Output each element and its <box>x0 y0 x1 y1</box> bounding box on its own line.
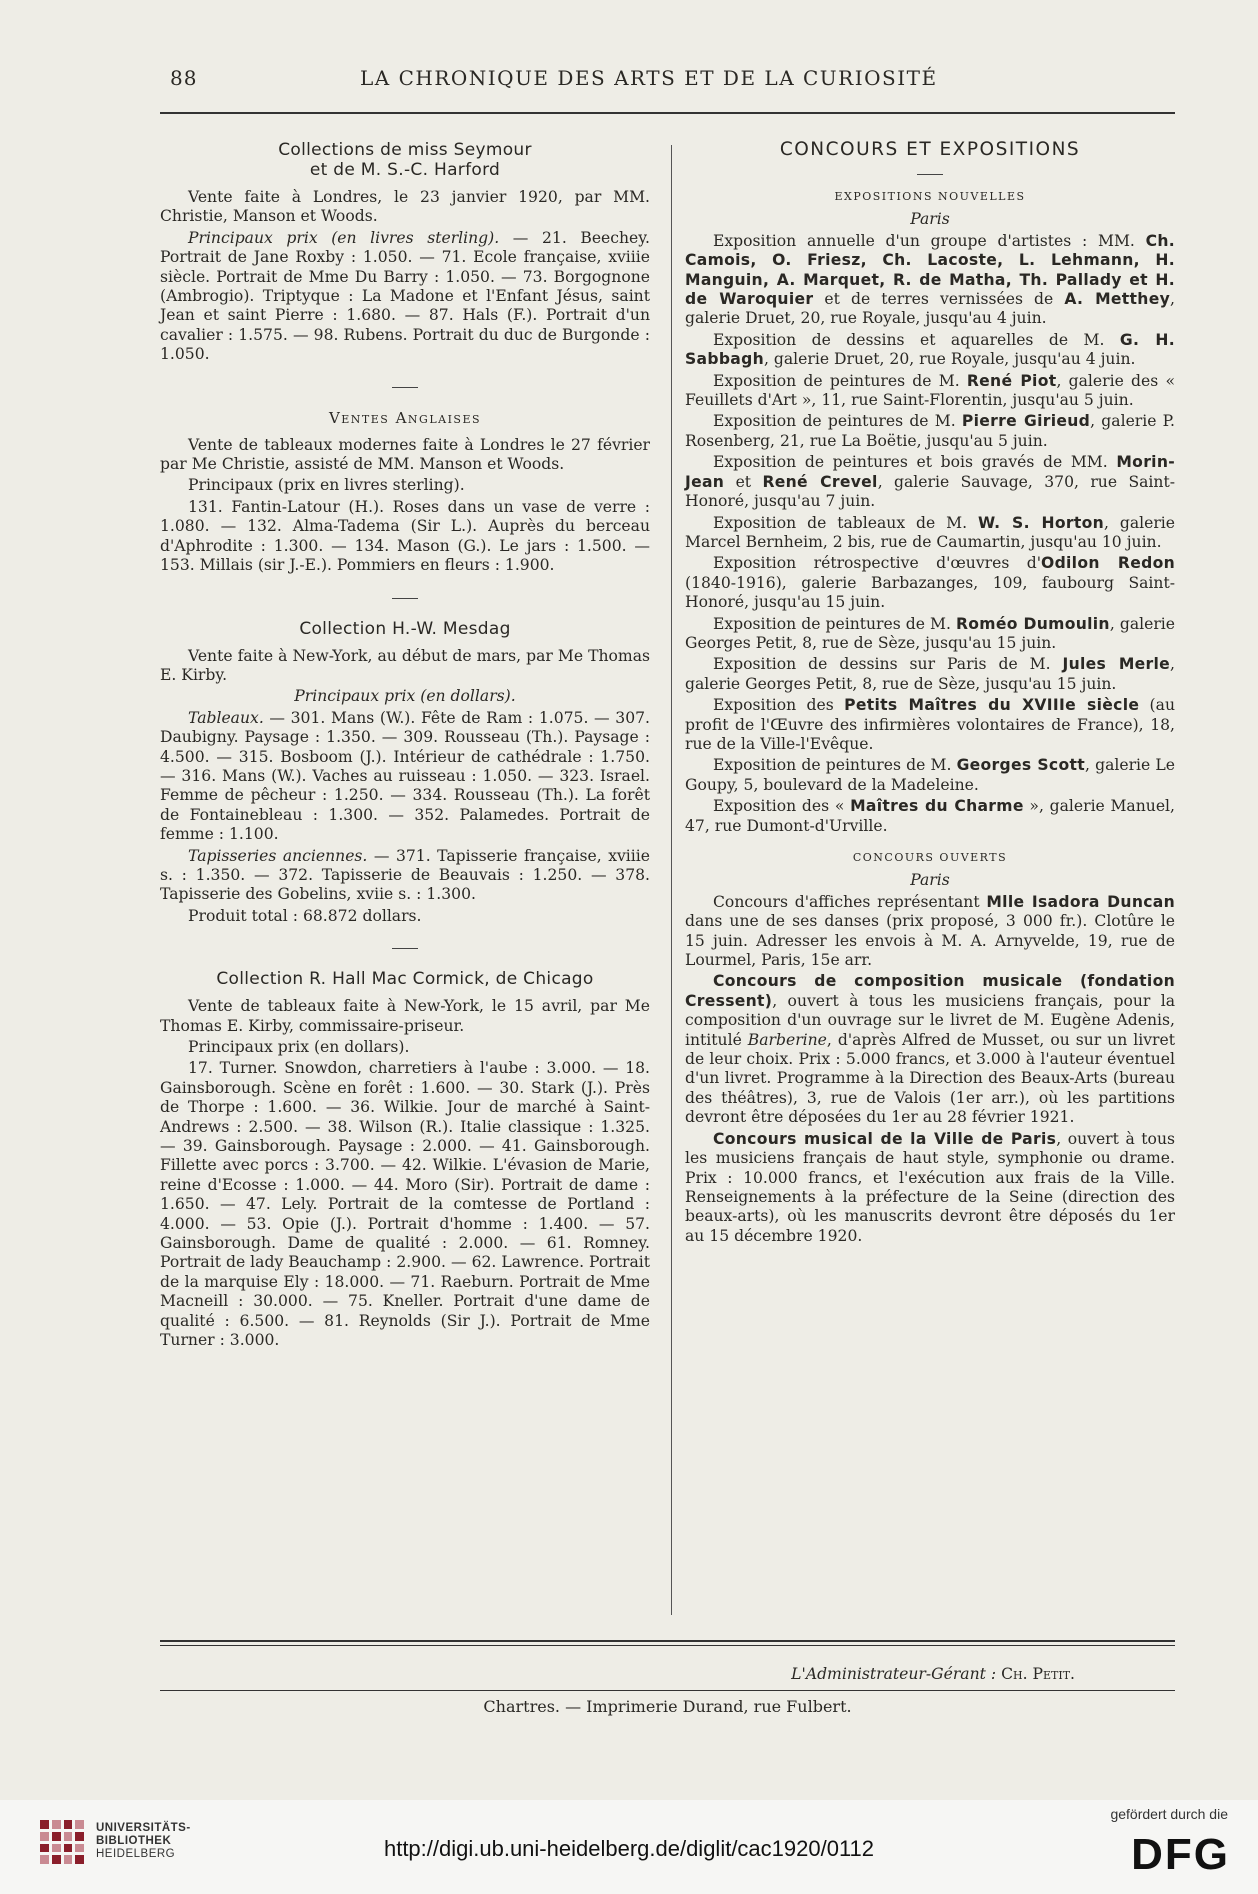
expo-horton <box>685 514 1175 553</box>
expo-text: Exposition des « <box>713 797 851 816</box>
mesdag-total: Produit total : 68.872 dollars. <box>188 906 422 925</box>
ventes-anglaises-title: Ventes Anglaises <box>328 408 482 427</box>
closing-rules <box>160 1640 1175 1646</box>
expo-text: et <box>724 472 763 491</box>
seymour-title <box>160 140 650 180</box>
mesdag-title: Collection H.-W. Mesdag <box>299 618 511 639</box>
expo-artist: Petits Maîtres du XVIIIe siècle <box>844 696 1140 715</box>
expo-text: , galerie Druet, 20, rue Royale, jusqu'au 4 juin. <box>685 290 1176 328</box>
journal-title: LA CHRONIQUE DES ARTS ET DE LA CURIOSITÉ <box>360 66 938 90</box>
maccormick-prices: 17. Turner. Snowdon, charretiers à l'aube : 3.000. — 18. Gainsborough. Scène en forêt : 1.600. — 30. Stark (J.). Près de Thorpe : 1.600. — 36. Wilkie. Jour de marché à Saint-Andrews : 2.500. — 38. Wilson (R.). Italie classique : 1.325. — 39. Gainsborough. Paysage : 2.000. — 41. Gainsborough. Fillette avec porcs : 3.700. — 42. Wilkie. L'évasion de Marie, reine d'Ecosse : 1.000. — 44. Moro (Sir). Portrait de dame : 1.650. — 47. Lely. Portrait de la comtesse de Portland : 4.000. — 53. Opie (J.). Portrait d'homme : 1.400. — 57. Gainsborough. Dame de qualité : 2.000. — 61. Romney. Portrait de lady Beauchamp : 2.900. — 62. Lawrence. Portrait de la marquise Ely : 18.000. — 71. Raeburn. Portrait de Mme Macneill : 30.000. — 75. Kneller. Portrait d'une dame de qualité : 6.500. — 81. Reynolds (Sir J.). Portrait de Mme Turner : 3.000. <box>160 1059 650 1350</box>
expositions-heading: EXPOSITIONS NOUVELLES <box>834 190 1026 203</box>
admin-label: L'Administrateur-Gérant : <box>791 1665 1002 1683</box>
uni-line3: HEIDELBERG <box>96 1848 176 1860</box>
maccormick-title: Collection R. Hall Mac Cormick, de Chicago <box>216 969 594 990</box>
expo-text: Exposition de tableaux de M. <box>713 513 978 532</box>
anglaises-sale: Vente de tableaux modernes faite à Londres le 27 février par Me Christie, assisté de MM. Manson et Woods. <box>160 435 650 474</box>
expo-girieud <box>685 412 1175 451</box>
dfg-note: gefördert durch die <box>1110 1806 1228 1822</box>
dfg-logo: DFG <box>1131 1830 1230 1879</box>
expo-artist: Roméo Dumoulin <box>955 614 1110 633</box>
expo-artist: G. H. Sabbagh <box>685 330 1175 369</box>
expo-artist: Pierre Girieud <box>961 412 1091 431</box>
concours-text: , ouvert à tous les musiciens français, pour la composition d'un ouvrage sur le livret de M. Eugène Adenis, intitulé <box>685 991 1175 1049</box>
concours-heading: CONCOURS OUVERTS <box>852 851 1008 864</box>
expo-text: , galerie Sauvage, 370, rue Saint-Honoré, jusqu'au 7 juin. <box>685 472 1175 511</box>
seymour-title-line1: Collections de miss Seymour <box>278 140 532 160</box>
concours-text: Concours d'affiches représentant <box>713 892 987 911</box>
expo-text: , galerie Marcel Bernheim, 2 bis, rue de Caumartin, jusqu'au 10 juin. <box>685 513 1176 551</box>
concours-subject: Mlle Isadora Duncan <box>986 892 1175 911</box>
expo-text: , galerie Le Goupy, 5, boulevard de la Madeleine. <box>685 756 1175 794</box>
paris-subheading: Paris <box>910 871 950 890</box>
expo-text: Exposition de dessins sur Paris de M. <box>713 655 1063 674</box>
page-number: 88 <box>170 66 198 90</box>
header-rule <box>160 112 1175 114</box>
expo-text: (1840-1916), galerie Barbazanges, 109, faubourg Saint-Honoré, jusqu'au 15 juin. <box>685 573 1175 612</box>
expo-text: Exposition des <box>713 696 845 715</box>
expo-sabbagh <box>685 331 1175 370</box>
concours-text: , d'après Alfred de Musset, ou sur un livret de leur choix. Prix : 5.000 francs, et 3.000 à l'auteur éventuel d'un livret. Programme à la Direction des Beaux-Arts (bureau des théâtres), 3, rue de Valois (1er arr.), où les partitions devront être déposées du 1er au 28 février 1921. <box>685 1030 1175 1127</box>
closing-rule-thin <box>160 1645 1175 1646</box>
expo-artist: Morin-Jean <box>685 453 1175 491</box>
seymour-prices <box>160 229 650 365</box>
mesdag-tapisseries <box>160 847 650 905</box>
uni-line2: BIBLIOTHEK <box>96 1835 172 1847</box>
column-rule <box>671 145 672 1615</box>
expo-morin-crevel <box>685 453 1175 511</box>
mesdag-subtitle: Principaux prix (en dollars). <box>294 687 516 706</box>
expo-artist: René Piot <box>966 371 1057 390</box>
mesdag-tableaux <box>160 709 650 845</box>
expo-text: Exposition rétrospective d'œuvres d' <box>713 554 1042 573</box>
admin-rule <box>160 1690 1175 1691</box>
expo-artist: W. S. Horton <box>977 513 1104 532</box>
expo-text: , galerie des « Feuillets d'Art », 11, rue Saint-Florentin, jusqu'au 5 juin. <box>685 371 1175 410</box>
mesdag-tapisseries-text: — 371. Tapisserie française, xviiie s. : 1.350. — 372. Tapisserie de Beauvais : 1.250. — 378. Tapisserie des Gobelins, xviie s. : 1.300. <box>160 846 650 904</box>
mesdag-tapisseries-label: Tapisseries anciennes. <box>188 846 368 865</box>
seymour-prices-label: Principaux prix (en livres sterling). <box>188 228 500 247</box>
expo-redon <box>685 554 1175 612</box>
left-column <box>160 140 650 1351</box>
maccormick-label: Principaux prix (en dollars). <box>188 1038 410 1056</box>
administrator-line <box>160 1665 1075 1683</box>
concours-cressent <box>685 972 1175 1127</box>
concours-text: dans une de ses danses (prix proposé, 3 000 fr.). Clotûre le 15 juin. Adresser les envois à M. A. Arnyvelde, 19, rue de Lourmel, Paris, 15e arr. <box>685 912 1175 970</box>
divider <box>392 387 418 388</box>
expo-text: Exposition de peintures et bois gravés de MM. <box>713 453 1117 472</box>
expo-text: , galerie P. Rosenberg, 21, rue La Boëtie, jusqu'au 5 juin. <box>685 412 1175 450</box>
expo-artist: Odilon Redon <box>1041 554 1175 573</box>
concours-work: Barberine <box>747 1030 827 1049</box>
expo-text: et de terres vernissées de <box>813 290 1065 309</box>
digitization-footer <box>0 1800 1258 1894</box>
printer-line: Chartres. — Imprimerie Durand, rue Fulbert. <box>483 1697 852 1716</box>
expo-dumoulin <box>685 615 1175 654</box>
mesdag-sale: Vente faite à New-York, au début de mars, par Me Thomas E. Kirby. <box>160 646 650 684</box>
seymour-title-line2: et de M. S.-C. Harford <box>309 160 501 180</box>
expo-text: , galerie Georges Petit, 8, rue de Sèze, jusqu'au 15 juin. <box>685 655 1176 693</box>
right-column <box>685 140 1175 1246</box>
expo-text: Exposition annuelle d'un groupe d'artistes : MM. <box>713 231 1146 250</box>
divider <box>917 174 943 175</box>
closing-rule-thick <box>160 1640 1175 1642</box>
divider <box>392 598 418 599</box>
divider <box>392 948 418 949</box>
maccormick-sale: Vente de tableaux faite à New-York, le 15 avril, par Me Thomas E. Kirby, commissaire-priseur. <box>160 997 650 1035</box>
expo-charme <box>685 797 1175 836</box>
concours-ville-paris <box>685 1130 1175 1246</box>
expo-text: , galerie Druet, 20, rue Royale, jusqu'au 4 juin. <box>763 350 1136 369</box>
expo-text: Exposition de peintures de M. <box>713 412 962 431</box>
anglaises-label: Principaux (prix en livres sterling). <box>188 476 465 495</box>
expo-artist: A. Metthey <box>1064 290 1171 309</box>
expo-artist: Jules Merle <box>1062 655 1171 674</box>
expo-scott <box>685 756 1175 795</box>
expo-merle <box>685 655 1175 694</box>
expo-artist: Georges Scott <box>956 756 1085 775</box>
expo-piot <box>685 372 1175 411</box>
concours-title: CONCOURS ET EXPOSITIONS <box>779 139 1081 160</box>
concours-text: , ouvert à tous les musiciens français de haut style, symphonie ou drame. Prix : 10.000 francs, et l'exécution aux frais de la Ville. Renseignements à la préfecture de la Seine (direction des beaux-arts), où les manuscrits devront être déposés du 1er au 15 décembre 1920. <box>685 1129 1175 1245</box>
uni-line1: UNIVERSITÄTS- <box>96 1822 191 1834</box>
expo-artist: Maîtres du Charme <box>850 797 1024 816</box>
expo-artist: René Crevel <box>762 472 878 491</box>
concours-duncan <box>685 893 1175 971</box>
expo-text: (au profit de l'Œuvre des infirmières volontaires de France), 18, rue de la Ville-l'Evêque. <box>685 696 1175 753</box>
expo-petits-maitres <box>685 696 1175 754</box>
expo-artists: Ch. Camois, O. Friesz, Ch. Lacoste, L. Lehmann, H. Manguin, A. Marquet, R. de Matha, Th. Pallady et H. de Waroquier <box>685 231 1175 309</box>
expo-text: Exposition de dessins et aquarelles de M. <box>713 330 1120 349</box>
source-url[interactable]: http://digi.ub.uni-heidelberg.de/diglit/cac1920/0112 <box>383 1836 875 1861</box>
concours-name: Concours musical de la Ville de Paris <box>713 1129 1057 1148</box>
paris-subheading: Paris <box>910 210 950 229</box>
expo-text: », galerie Manuel, 47, rue Dumont-d'Urville. <box>685 797 1175 835</box>
mesdag-tableaux-text: — 301. Mans (W.). Fête de Ram : 1.075. — 307. Daubigny. Paysage : 1.350. — 309. Rousseau (Th.). Paysage : 4.500. — 315. Bosboom (J.). Intérieur de cathédrale : 1.750. — 316. Mans (W.). Vaches au ruisseau : 1.050. — 323. Israel. Femme de pêcheur : 1.250. — 334. Rousseau (Th.). La forêt de Fontainebleau : 1.300. — 352. Palamedes. Portrait de femme : 1.100. <box>160 708 650 844</box>
admin-name: Ch. Petit. <box>1001 1665 1075 1683</box>
seymour-prices-text: — 21. Beechey. Portrait de Jane Roxby : 1.050. — 71. Ecole française, xviiie siècle. Portrait de Mme Du Barry : 1.050. — 73. Borgognone (Ambrogio). Triptyque : La Madone et l'Enfant Jésus, saint Jean et saint Pierre : 1.680. — 87. Hals (F.). Portrait d'un cavalier : 1.575. — 98. Rubens. Portrait du duc de Burgonde : 1.050. <box>160 228 650 364</box>
mesdag-tableaux-label: Tableaux. <box>188 708 264 727</box>
expo-text: , galerie Georges Petit, 8, rue de Sèze, jusqu'au 15 juin. <box>685 614 1175 652</box>
expo-text: Exposition de peintures de M. <box>713 756 957 775</box>
concours-name: Concours de composition musicale (fondation Cressent) <box>685 972 1175 1010</box>
seymour-sale: Vente faite à Londres, le 23 janvier 1920, par MM. Christie, Manson et Woods. <box>160 188 650 226</box>
expo-groupe <box>685 232 1175 329</box>
anglaises-prices: 131. Fantin-Latour (H.). Roses dans un vase de verre : 1.080. — 132. Alma-Tadema (Sir L.). Auprès du berceau d'Aphrodite : 1.300. — 134. Mason (G.). Le jars : 1.500. — 153. Millais (sir J.-E.). Pommiers en fleurs : 1.900. <box>160 497 650 575</box>
expo-text: Exposition de peintures de M. <box>713 371 967 390</box>
expo-text: Exposition de peintures de M. <box>713 614 956 633</box>
